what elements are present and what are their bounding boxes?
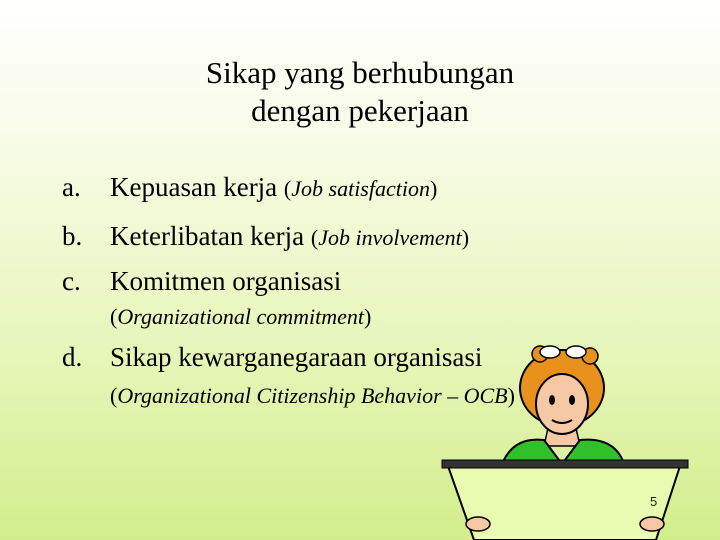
title-line-1: Sikap yang berhubungan xyxy=(205,55,515,90)
list-item-d-subtext xyxy=(110,381,515,411)
list-item-b xyxy=(62,219,469,255)
page-number: 5 xyxy=(650,494,658,509)
english-term: Job involvement xyxy=(318,225,462,250)
english-term: Organizational Citizenship Behavior – OCB xyxy=(117,383,508,408)
list-item-text: Komitmen organisasi xyxy=(110,266,342,296)
list-letter: d. xyxy=(62,342,83,372)
title-line-2: dengan pekerjaan xyxy=(251,93,469,128)
paren-close: ) xyxy=(461,225,470,250)
list-letter: c. xyxy=(62,266,81,296)
list-item-a xyxy=(62,170,437,206)
list-item-d xyxy=(62,340,482,374)
list-item-text: Keterlibatan kerja xyxy=(110,221,305,251)
slide-title xyxy=(100,54,620,130)
paren-open: ( xyxy=(110,304,118,329)
english-term: Organizational commitment xyxy=(117,304,365,329)
paren-close: ) xyxy=(507,383,515,408)
paren-open: ( xyxy=(310,225,319,250)
list-letter: a. xyxy=(62,172,81,202)
woman-presenter-icon xyxy=(430,340,700,540)
list-item-text: Sikap kewarganegaraan organisasi xyxy=(110,342,483,372)
list-letter: b. xyxy=(62,221,83,251)
list-item-text: Kepuasan kerja xyxy=(110,172,278,202)
paren-open: ( xyxy=(110,383,118,408)
paren-close: ) xyxy=(364,304,372,329)
list-item-c-subtext xyxy=(110,302,371,332)
list-item-c xyxy=(62,264,341,298)
paren-close: ) xyxy=(429,176,438,201)
english-term: Job satisfaction xyxy=(291,176,430,201)
paren-open: ( xyxy=(283,176,292,201)
